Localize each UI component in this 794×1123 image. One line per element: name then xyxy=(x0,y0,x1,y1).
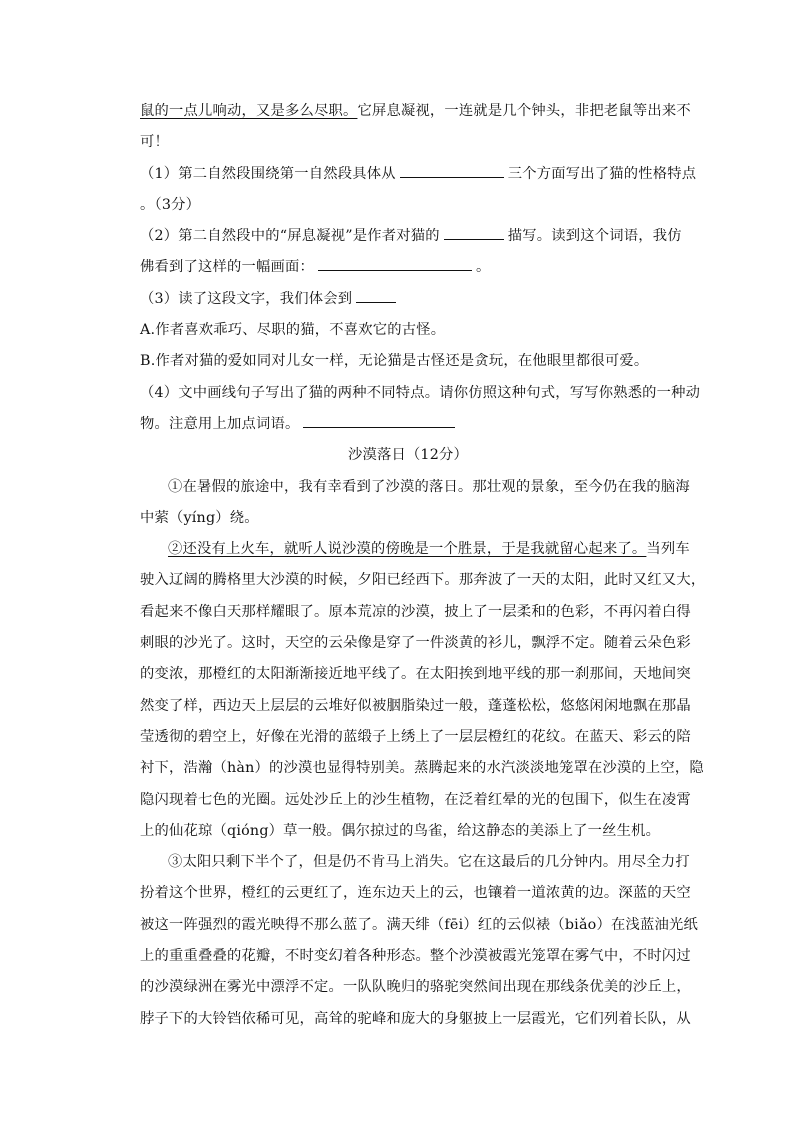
question-2-cont xyxy=(140,252,676,283)
question-text: 。 xyxy=(475,259,491,276)
question-text: （1）第二自然段围绕第一自然段具体从 xyxy=(140,165,396,182)
paragraph-2-line: 莹透彻的碧空上，好像在光滑的蓝缎子上绣上了一层层橙红的花纹。在蓝天、彩云的陪 xyxy=(140,728,691,745)
paragraph-3-line: 脖子下的大铃铛依稀可见，高耸的驼峰和庞大的身躯披上一层霞光，它们列着长队，从 xyxy=(140,1010,691,1027)
question-3 xyxy=(140,284,676,315)
question-text: （3）读了这段文字，我们体会到 xyxy=(140,290,353,307)
underlined-sentence: ②还没有上火车，就听人说沙漠的傍晚是一个胜景，于是我就留心起来了。 xyxy=(168,541,647,558)
question-2 xyxy=(140,221,682,252)
answer-blank[interactable] xyxy=(400,163,504,178)
paragraph-2-line: 的变浓，那橙红的太阳渐渐接近地平线了。在太阳挨到地平线的那一刹那间，天地间突 xyxy=(140,666,691,683)
option-b: B.作者对猫的爱如同对儿女一样，无论猫是古怪还是贪玩，在他眼里都很可爱。 xyxy=(140,353,649,370)
passage-text: 它屏息凝视，一连就是几个钟头，非把老鼠等出来不 xyxy=(357,103,691,119)
question-text: 三个方面写出了猫的性格特点 xyxy=(507,165,697,182)
question-text: （2）第二自然段中的“屏息凝视”是作者对猫的 xyxy=(140,228,440,245)
option-a: A.作者喜欢乖巧、尽职的猫，不喜欢它的古怪。 xyxy=(140,322,446,339)
passage-text: 当列车 xyxy=(646,541,690,558)
underlined-sentence: 鼠的一点儿响动，又是多么尽职。 xyxy=(140,103,358,119)
paragraph-3-line: 扮着这个世界，橙红的云更红了，连东边天上的云，也镶着一道浓黄的边。深蓝的天空 xyxy=(140,885,691,902)
document-page xyxy=(140,96,706,1035)
answer-blank[interactable] xyxy=(444,225,504,240)
paragraph-2-line: 驶入辽阔的腾格里大沙漠的时候，夕阳已经西下。那奔波了一天的太阳，此时又红又大， xyxy=(140,572,706,589)
question-1 xyxy=(140,159,697,190)
paragraph-2-line: 隐闪现着七色的光圈。远处沙丘上的沙生植物，在泛着红晕的光的包围下，似生在凌霄 xyxy=(140,791,691,808)
paragraph-2-line: 然变了样，西边天上层层的云堆好似被胭脂染过一般，蓬蓬松松，悠悠闲闲地飘在那晶 xyxy=(140,697,691,714)
paragraph-3-line: 上的重重叠叠的花瓣，不时变幻着各种形态。整个沙漠被霞光笼罩在雾气中，不时闪过 xyxy=(140,948,691,965)
answer-blank[interactable] xyxy=(356,288,396,303)
paragraph-3-line: ③太阳只剩下半个了，但是仍不肯马上消失。它在这最后的几分钟内。用尽全力打 xyxy=(168,854,690,871)
paragraph-3-line: 的沙漠绿洲在雾光中漂浮不定。一队队晚归的骆驼突然间出现在那线条优美的沙丘上， xyxy=(140,979,691,996)
question-text: 描写。读到这个词语，我仿 xyxy=(507,228,682,245)
question-4: （4）文中画线句子写出了猫的两种不同特点。请你仿照这种句式，写写你熟悉的一种动 xyxy=(140,384,701,401)
paragraph-1-line: ①在暑假的旅途中，我有幸看到了沙漠的落日。那壮观的景象，至今仍在我的脑海 xyxy=(168,478,690,495)
paragraph-2-line: 上的仙花琼（qióng）草一般。偶尔掠过的鸟雀，给这静态的美添上了一丝生机。 xyxy=(140,822,661,839)
paragraph-1-line: 中萦（yíng）绕。 xyxy=(140,509,259,526)
question-4-cont xyxy=(140,409,676,440)
passage-title: 沙漠落日（12分） xyxy=(347,447,469,464)
question-1-cont: 。（3分） xyxy=(140,196,201,213)
paragraph-2-line: 刺眼的沙光了。这时，天空的云朵像是穿了一件淡黄的衫儿，飘浮不定。随着云朵色彩 xyxy=(140,635,691,652)
paragraph-3-line: 被这一阵强烈的霞光映得不那么蓝了。满天绯（fēi）红的云似裱（biǎo）在浅蓝油光纸 xyxy=(140,916,698,933)
paragraph-2-line: 衬下，浩瀚（hàn）的沙漠也显得特别美。蒸腾起来的水汽淡淡地笼罩在沙漠的上空，隐 xyxy=(140,760,704,777)
paragraph-2-line xyxy=(140,534,690,565)
answer-blank[interactable] xyxy=(303,413,455,428)
question-text: 物。注意用上加点词语。 xyxy=(140,415,300,432)
answer-blank[interactable] xyxy=(318,256,472,271)
paragraph-2-line: 看起来不像白天那样耀眼了。原本荒凉的沙漠，披上了一层柔和的色彩，不再闪着白得 xyxy=(140,603,691,620)
passage-line xyxy=(140,96,691,127)
passage-line: 可！ xyxy=(140,134,169,151)
question-text: 佛看到了这样的一幅画面： xyxy=(140,259,314,276)
